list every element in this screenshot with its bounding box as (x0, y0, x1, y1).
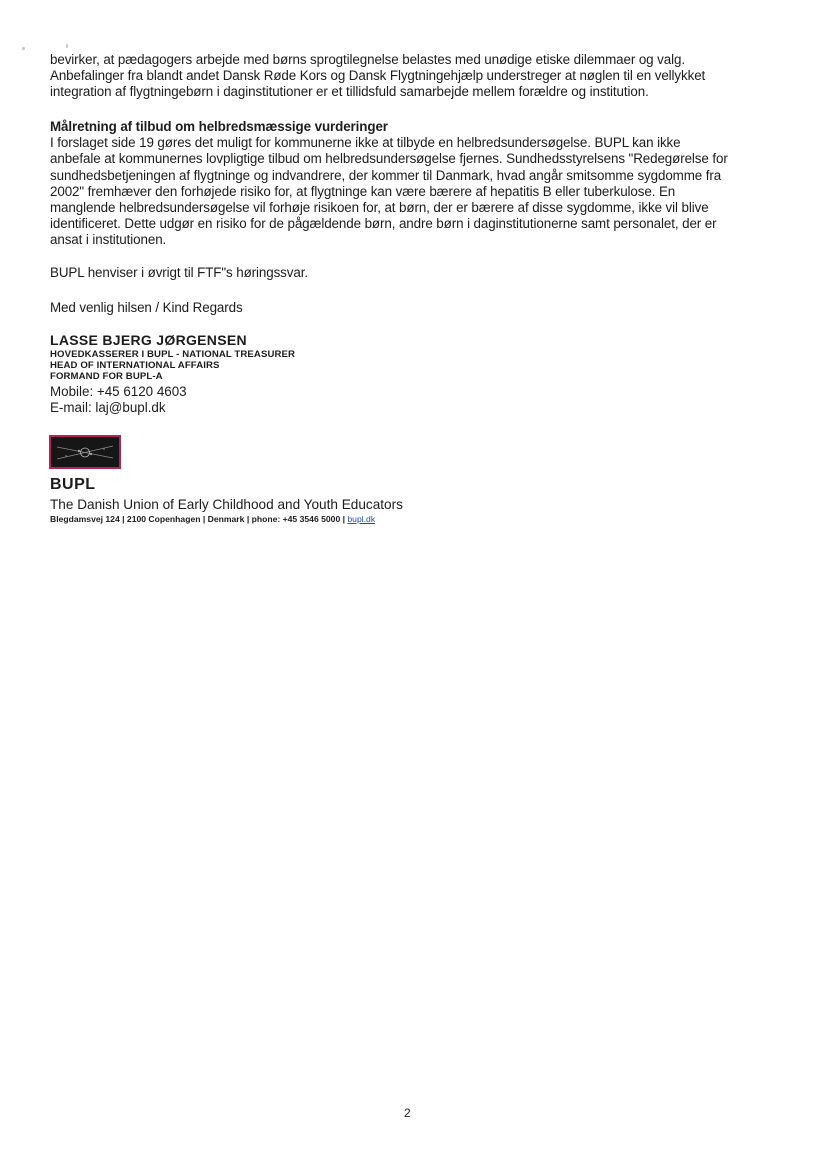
scan-speck (66, 44, 68, 48)
section-health-assessment (50, 119, 780, 249)
signatory-mobile: Mobile: +45 6120 4603 (50, 384, 187, 399)
address-text: Blegdamsvej 124 | 2100 Copenhagen | Denmark | phone: +45 3546 5000 | (50, 514, 348, 524)
page-number: 2 (404, 1106, 411, 1120)
scan-speck (22, 47, 25, 50)
organization-brand: BUPL (50, 476, 96, 493)
body-line: identificeret. Dette udgør en risiko for de pågældende børn, andre børn i daginstitutionerne samt personalet, der er (50, 216, 717, 232)
closing-salutation (50, 300, 780, 316)
paragraph-reference (50, 265, 780, 281)
body-line: Anbefalinger fra blandt andet Dansk Røde Kors og Dansk Flygtningehjælp understreger at nøglen til en vellykket (50, 68, 706, 84)
closing-text: Med venlig hilsen / Kind Regards (50, 300, 243, 315)
bupl-logo-icon (49, 435, 121, 469)
organization-address (50, 514, 375, 524)
signatory-title: HEAD OF INTERNATIONAL AFFAIRS (50, 360, 220, 371)
website-link[interactable]: bupl.dk (347, 514, 376, 524)
body-line: I forslaget side 19 gøres det muligt for kommunerne ikke at tilbyde en helbredsundersøgelse. BUPL kan ikke (50, 135, 681, 151)
signatory-email: E-mail: laj@bupl.dk (50, 400, 166, 415)
body-line: manglende helbredsundersøgelse vil forhøje risikoen for, at børn, der er bærere af disse sygdomme, ikke vil blive (50, 200, 709, 216)
body-line: 2002" fremhæver den forhøjede risiko for, at flygtninge kan være bærere af hepatitis B eller tuberkulose. En (50, 183, 676, 199)
section-heading: Målretning af tilbud om helbredsmæssige vurderinger (50, 119, 388, 134)
organization-full-name: The Danish Union of Early Childhood and Youth Educators (50, 497, 403, 512)
body-line: BUPL henviser i øvrigt til FTF"s høringssvar. (50, 265, 308, 280)
logo-figure-icon (51, 437, 119, 467)
body-line: ansat i institutionen. (50, 232, 167, 248)
body-line: anbefale at kommunernes lovpligtige tilbud om helbredsundersøgelse fjernes. Sundhedsstyrelsens "Redegørelse for (50, 151, 728, 167)
body-line: sundhedsbetjeningen af flygtninge og indvandrere, der kommer til Danmark, hvad angår smitsomme sygdomme fra (50, 167, 722, 183)
signatory-title: HOVEDKASSERER I BUPL - NATIONAL TREASURER (50, 349, 296, 360)
body-line: bevirker, at pædagogers arbejde med børns sprogtilegnelse belastes med unødige etiske dilemmaer og valg. (50, 52, 685, 67)
paragraph-integration (50, 52, 780, 101)
body-line: integration af flygtningebørn i daginstitutioner er et tillidsfuld samarbejde mellem forældre og institution. (50, 84, 649, 100)
signatory-title: FORMAND FOR BUPL-A (50, 371, 163, 382)
signatory-name: LASSE BJERG JØRGENSEN (50, 332, 247, 348)
